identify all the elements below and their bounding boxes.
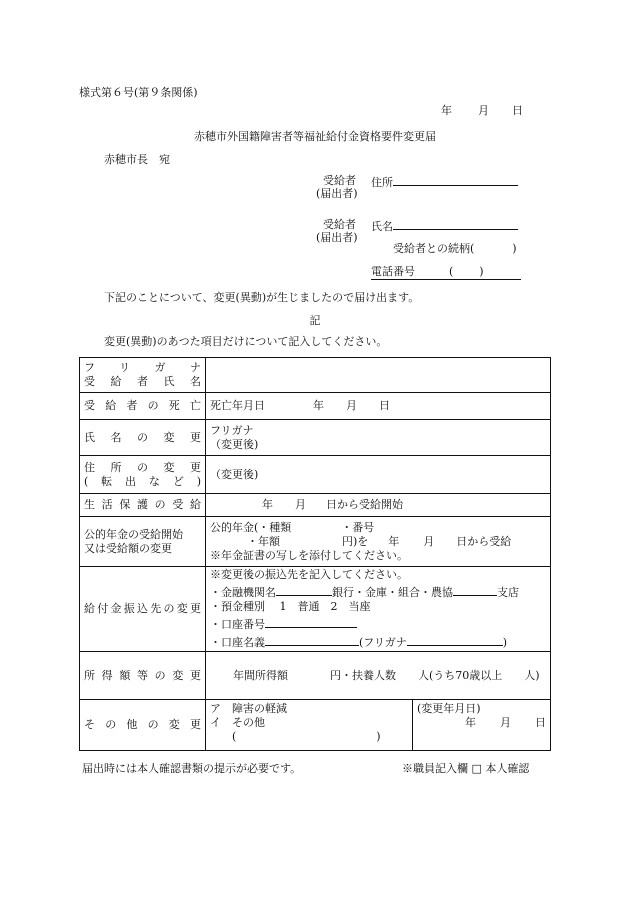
other-change-input[interactable] (206, 700, 413, 750)
welfare-suffix: 日から受給開始 (326, 498, 403, 511)
paren-close: ) (502, 636, 508, 649)
annual-amount-label: ・年額 (247, 534, 280, 548)
row-label (80, 700, 206, 751)
furigana-label: フリガナ (84, 361, 201, 374)
name-field[interactable] (371, 216, 518, 234)
pension-change-label: 又は受給額の変更 (84, 541, 172, 555)
notifier-label-2: (届出者) (316, 231, 358, 244)
staff-label: ※職員記入欄 (402, 762, 468, 775)
recipient-name-input[interactable] (206, 358, 551, 393)
day-label: 日 (535, 716, 546, 729)
other-change-cell (206, 700, 551, 751)
change-date-label: (変更年月日) (417, 702, 481, 715)
address-change-input[interactable] (206, 456, 551, 494)
day-label: 日 (379, 399, 390, 412)
bank-note: ※変更後の振込先を記入してください。 (210, 568, 408, 581)
row-label (80, 358, 206, 393)
pension-input[interactable] (206, 517, 551, 567)
row-label (80, 393, 206, 420)
branch-line (453, 582, 497, 596)
name-change-input[interactable] (206, 420, 551, 456)
row-income (80, 652, 551, 700)
row-label (80, 420, 206, 456)
death-label: 受給者の死亡 (84, 399, 201, 412)
over70-label: 人(うち70歳以上 (418, 668, 503, 682)
income-change-label: 所得額等の変更 (84, 668, 201, 682)
year-label: 年 (388, 534, 400, 548)
pension-type-label: 公的年金(・種類 (210, 520, 292, 534)
after-change-text: （変更後) (210, 437, 259, 451)
bank-change-label: 給付金振込先の変更 (84, 602, 201, 615)
date-year: 年 (441, 104, 452, 117)
account-number-line (265, 614, 357, 628)
address-line (393, 172, 518, 186)
statement: 下記のことについて、変更(異動)が生じましたので届け出ます。 (104, 291, 420, 304)
transfer-label: (転出など) (84, 474, 201, 488)
address-field[interactable] (371, 172, 518, 190)
name-label: 氏名 (371, 220, 393, 233)
pension-label: 公的年金の受給開始 (84, 527, 183, 541)
death-date-input[interactable] (206, 393, 551, 420)
yen-label: 円)を (342, 534, 369, 548)
branch-label: 支店 (497, 586, 519, 599)
after-change-text: （変更後) (210, 467, 259, 481)
paren-close: ) (376, 730, 381, 743)
row-label (80, 494, 206, 517)
identity-label: 本人確認 (485, 762, 530, 775)
footer-note: 届出時には本人確認書類の提示が必要です。 (82, 762, 302, 775)
row-death (80, 393, 551, 420)
deposit-type: ・預金種別 1 普通 2 当座 (210, 600, 371, 613)
row-label (80, 567, 206, 652)
addressee: 赤穂市長 宛 (104, 153, 170, 166)
income-input[interactable] (206, 652, 551, 700)
relation-label: 受給者との続柄( (393, 242, 475, 255)
account-holder-label: ・口座名義 (210, 636, 265, 649)
phone-field[interactable] (371, 263, 521, 280)
relation-close: ) (512, 242, 517, 255)
bank-type-label: 銀行・金庫・組合・農協 (332, 586, 453, 599)
name-line (393, 216, 518, 230)
furigana-paren-label: (フリガナ (359, 636, 407, 649)
address-change-label: 住所の変更 (84, 460, 201, 474)
option-b: イ その他 (210, 716, 265, 729)
year-label: 年 (465, 716, 476, 729)
instruction: 変更(異動)のあつた項目だけについて記入してください。 (104, 335, 388, 348)
option-a: ア 障害の軽減 (210, 702, 287, 715)
date-month: 月 (478, 104, 489, 117)
identity-checkbox[interactable]: □ (471, 762, 482, 775)
staff-section (402, 760, 529, 776)
phone-label: 電話番号 (371, 265, 415, 278)
start-receive-label: 日から受給 (456, 534, 512, 548)
account-holder-line (265, 632, 359, 646)
welfare-label: 生活保護の受給 (84, 498, 201, 511)
row-recipient-name (80, 358, 551, 393)
recipient-label: 受給者 (323, 174, 356, 187)
recipient-label-2: 受給者 (323, 218, 356, 231)
month-label: 月 (423, 534, 435, 548)
change-form-table (79, 357, 551, 751)
account-number-label: ・口座番号 (210, 618, 265, 631)
row-label (80, 517, 206, 567)
phone-paren-open: ( (449, 265, 454, 278)
bank-input[interactable] (206, 567, 551, 652)
address-label: 住所 (371, 176, 393, 189)
row-label (80, 652, 206, 700)
row-name-change (80, 420, 551, 456)
date-day: 日 (512, 104, 523, 117)
change-date-input[interactable] (413, 700, 550, 750)
welfare-date-input[interactable] (206, 494, 551, 517)
furigana-text: フリガナ (210, 423, 254, 437)
other-change-label: その他の変更 (84, 718, 201, 731)
recipient-name-label: 受給者氏名 (84, 375, 201, 388)
year-label: 年 (262, 498, 273, 511)
pension-note: ※年金証書の写しを添付してください。 (210, 548, 408, 562)
phone-paren-close: ) (479, 265, 484, 278)
relation-field[interactable] (393, 240, 517, 256)
month-label: 月 (500, 716, 511, 729)
pension-number-label: ・番号 (341, 520, 375, 534)
ki-heading: 記 (309, 314, 321, 327)
name-change-label: 氏名の変更 (84, 430, 201, 444)
row-bank (80, 567, 551, 652)
month-label: 月 (295, 498, 306, 511)
row-other (80, 700, 551, 751)
row-pension (80, 517, 551, 567)
notifier-label: (届出者) (316, 187, 358, 200)
bank-name-line (276, 582, 332, 596)
death-date-label: 死亡年月日 (210, 399, 265, 412)
row-label (80, 456, 206, 494)
form-number: 様式第６号(第９条関係) (79, 86, 198, 99)
bank-name-label: ・金融機関名 (210, 586, 276, 599)
year-label: 年 (313, 399, 324, 412)
row-welfare (80, 494, 551, 517)
persons-close: 人) (524, 668, 540, 682)
month-label: 月 (346, 399, 357, 412)
page-title: 赤穂市外国籍障害者等福祉給付金資格要件変更届 (194, 130, 436, 143)
dependents-label: 円・扶養人数 (330, 668, 396, 682)
paren-open: ( (232, 730, 237, 743)
furigana-line (407, 632, 503, 646)
row-address-change (80, 456, 551, 494)
annual-income-label: 年間所得額 (233, 668, 288, 682)
